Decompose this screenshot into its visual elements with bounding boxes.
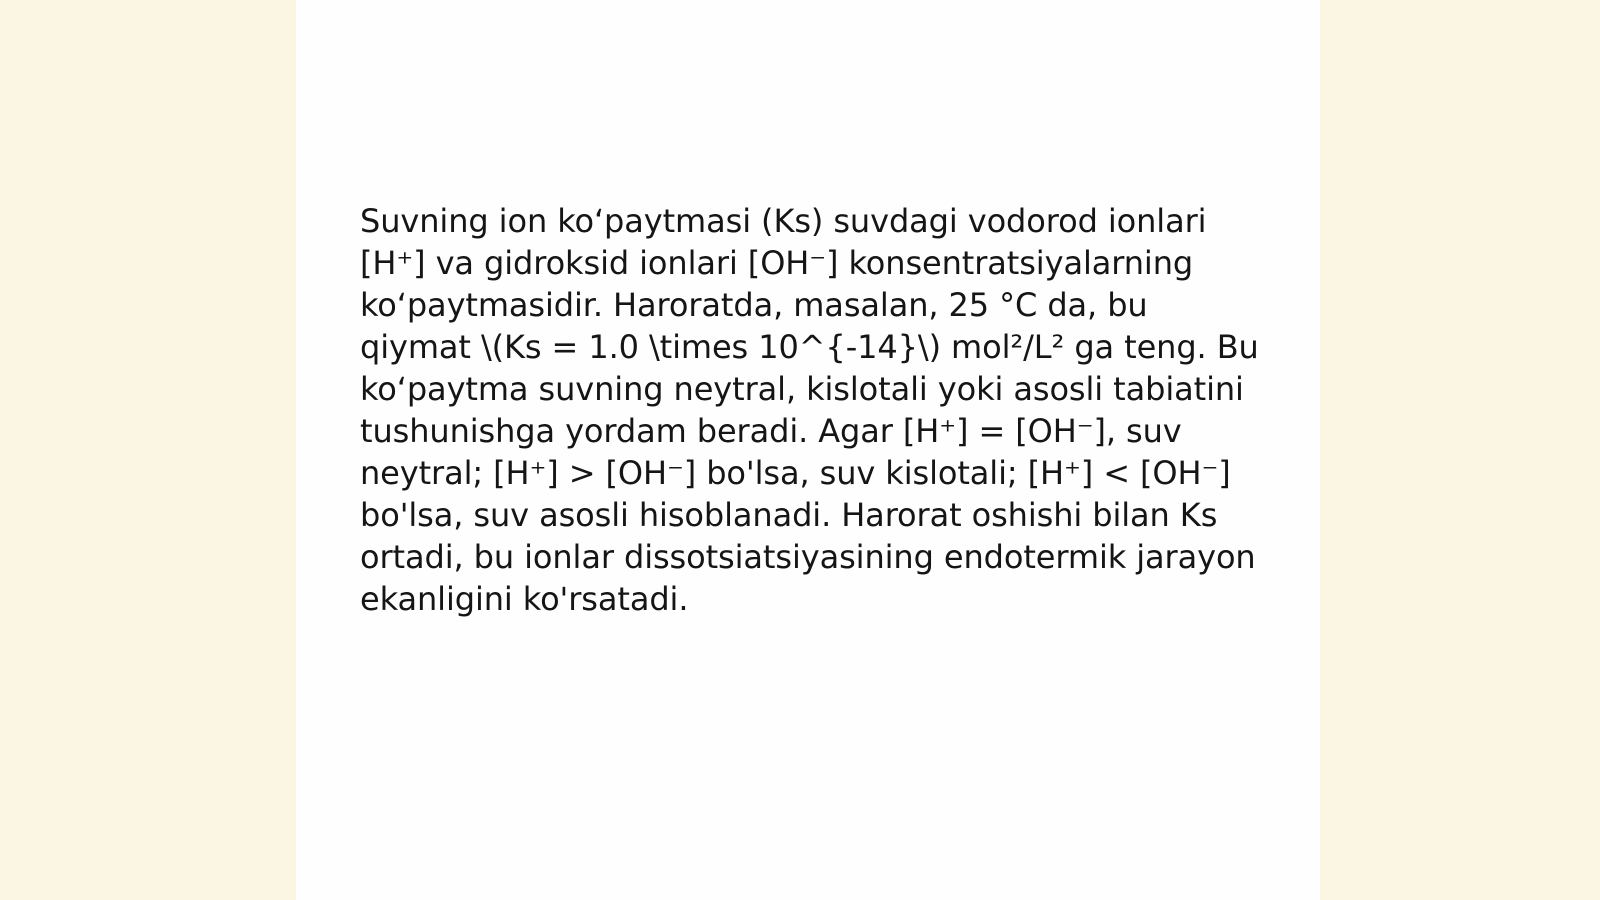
- left-margin-panel: [0, 0, 296, 900]
- document-content: [360, 200, 1260, 620]
- right-margin-panel: [1320, 0, 1600, 900]
- document-page: [296, 0, 1320, 900]
- body-paragraph: Suvning ion ko‘paytmasi (Ks) suvdagi vodorod ionlari [H⁺] va gidroksid ionlari [OH⁻] konsentratsiyalarning ko‘paytmasidir. Haroratda, masalan, 25 °C da, bu qiymat \(Ks = 1.0 \times 10^{-14}\) mol²/L² ga teng. Bu ko‘paytma suvning neytral, kislotali yoki asosli tabiatini tushunishga yordam beradi. Agar [H⁺] = [OH⁻], suv neytral; [H⁺] > [OH⁻] bo'lsa, suv kislotali; [H⁺] < [OH⁻] bo'lsa, suv asosli hisoblanadi. Harorat oshishi bilan Ks ortadi, bu ionlar dissotsiatsiyasining endotermik jarayon ekanligini ko'rsatadi.: [360, 202, 1259, 618]
